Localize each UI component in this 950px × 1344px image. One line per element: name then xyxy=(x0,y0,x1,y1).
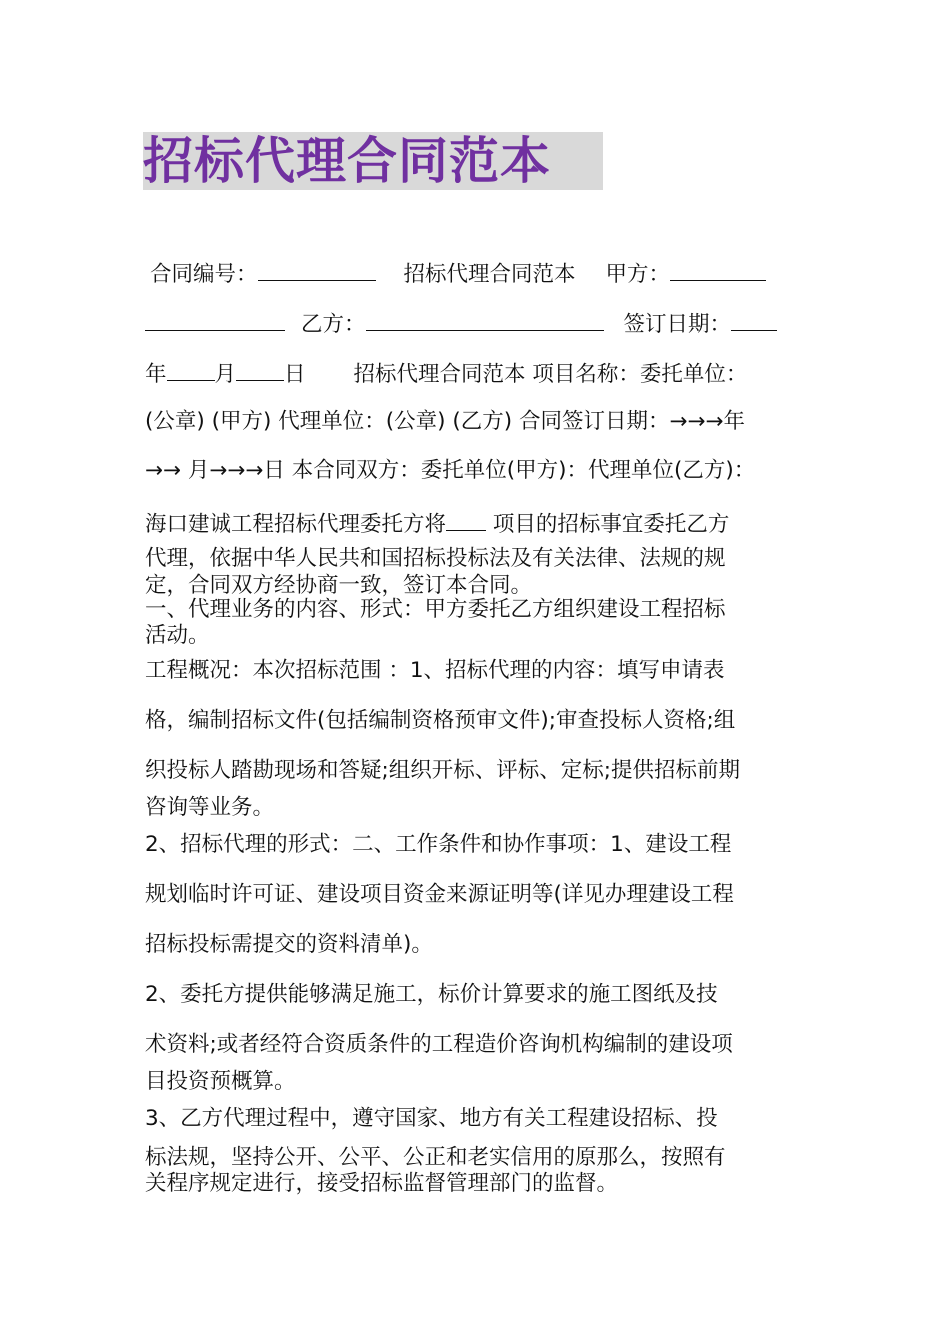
body-line-15: 2、招标代理的形式：二、工作条件和协作事项：1、建设工程 xyxy=(145,832,732,857)
sign-year-blank xyxy=(731,308,777,331)
body-line-19: 术资料;或者经符合资质条件的工程造价咨询机构编制的建设项 xyxy=(145,1032,733,1057)
day-blank xyxy=(236,358,284,381)
body-line-6 xyxy=(145,508,729,539)
contract-header-line-3 xyxy=(145,358,747,389)
body-line-23: 关程序规定进行，接受招标监督管理部门的监督。 xyxy=(145,1171,619,1196)
body-line-18: 2、委托方提供能够满足施工，标价计算要求的施工图纸及技 xyxy=(145,982,718,1007)
party-b-blank xyxy=(366,308,604,331)
body-line-5: →→ 月→→→日 本合同双方：委托单位(甲方)：代理单位(乙方)： xyxy=(145,458,756,483)
contract-header-line-1 xyxy=(145,258,766,289)
document-title: 招标代理合同范本 xyxy=(143,132,603,190)
party-b-label: 乙方： xyxy=(301,312,366,337)
body-line-16: 规划临时许可证、建设项目资金来源证明等(详见办理建设工程 xyxy=(145,882,734,907)
body-line-7: 代理，依据中华人民共和国招标投标法及有关法律、法规的规 xyxy=(145,546,726,571)
contract-number-label: 合同编号： xyxy=(150,262,258,287)
year-label: 年 xyxy=(145,362,167,387)
project-blank xyxy=(446,508,486,531)
contract-header-line-2 xyxy=(145,308,777,339)
entrust-text-b: 项目的招标事宜委托乙方 xyxy=(486,512,730,537)
body-line-17: 招标投标需提交的资料清单)。 xyxy=(145,932,433,957)
body-line-12: 格，编制招标文件(包括编制资格预审文件);审查投标人资格;组 xyxy=(145,708,736,733)
day-label: 日 xyxy=(284,362,306,387)
project-name-text: 招标代理合同范本 项目名称：委托单位： xyxy=(353,362,748,387)
entrust-text-a: 海口建诚工程招标代理委托方将 xyxy=(145,512,447,537)
sign-date-label: 签订日期： xyxy=(623,312,732,337)
contract-number-blank xyxy=(258,258,376,281)
body-line-4: (公章) (甲方) 代理单位：(公章) (乙方) 合同签订日期：→→→年 xyxy=(145,409,745,434)
party-a-blank xyxy=(670,258,766,281)
party-a-blank-cont xyxy=(145,308,285,331)
body-line-8: 定，合同双方经协商一致，签订本合同。 xyxy=(145,573,533,598)
doc-name-inline: 招标代理合同范本 xyxy=(403,262,576,287)
body-line-11: 工程概况：本次招标范围 ：1、招标代理的内容：填写申请表 xyxy=(145,658,725,683)
body-line-22: 标法规，坚持公开、公平、公正和老实信用的原那么，按照有 xyxy=(145,1145,726,1170)
month-blank xyxy=(167,358,215,381)
month-label: 月 xyxy=(214,362,237,387)
body-line-10: 活动。 xyxy=(145,623,210,648)
party-a-label: 甲方： xyxy=(605,262,671,287)
body-line-14: 咨询等业务。 xyxy=(145,795,275,820)
body-line-21: 3、乙方代理过程中，遵守国家、地方有关工程建设招标、投 xyxy=(145,1106,718,1131)
body-line-9: 一、代理业务的内容、形式：甲方委托乙方组织建设工程招标 xyxy=(145,597,726,622)
body-line-13: 织投标人踏勘现场和答疑;组织开标、评标、定标;提供招标前期 xyxy=(145,758,740,783)
body-line-20: 目投资预概算。 xyxy=(145,1069,296,1094)
